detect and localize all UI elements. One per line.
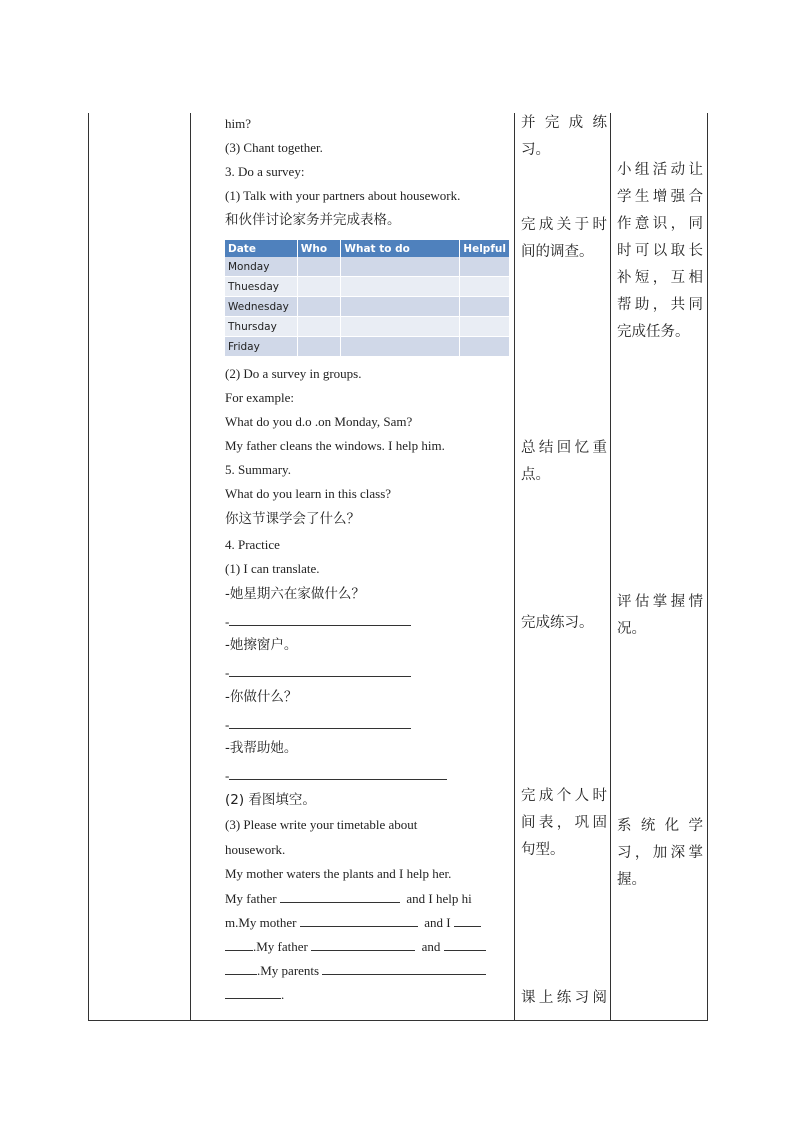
date-cell: Monday	[225, 257, 297, 277]
table-divider-1	[190, 113, 191, 1021]
design-intent: 系统化学 习，加深掌 握。	[617, 818, 703, 888]
table-row	[225, 337, 509, 357]
empty-cell[interactable]	[460, 317, 509, 337]
table-border-left	[88, 113, 89, 1021]
column-header: Helpful	[460, 240, 509, 257]
table-row	[225, 277, 509, 297]
table-row	[225, 317, 509, 337]
text-line-cn: 你这节课学会了什么？	[225, 511, 360, 527]
design-intent: 小组活动让 学生增强合 作意识，同 时可以取长 补短，互相 帮助，共同 完成任务。	[617, 162, 703, 340]
date-cell: Friday	[225, 337, 297, 357]
student-activity: 完成个人时 间表，巩固 句型。	[521, 788, 607, 858]
answer-line: -	[225, 767, 447, 784]
text-line: What do you learn in this class?	[225, 486, 392, 501]
empty-cell[interactable]	[297, 317, 341, 337]
empty-cell[interactable]	[341, 337, 460, 357]
empty-cell[interactable]	[341, 317, 460, 337]
text-line: (3) Chant together.	[225, 140, 323, 155]
column-header: Who	[297, 240, 341, 257]
empty-cell[interactable]	[460, 297, 509, 317]
empty-cell[interactable]	[297, 257, 341, 277]
table-row	[225, 257, 509, 277]
text-line-cn: 和伙伴讨论家务并完成表格。	[225, 212, 401, 228]
date-cell: Wednesday	[225, 297, 297, 317]
text-line: (1) Talk with your partners about housework.	[225, 188, 461, 203]
translate-prompt: -我帮助她。	[225, 740, 298, 756]
fill-line: .	[225, 986, 284, 1003]
answer-line: -	[225, 716, 411, 733]
table-row	[225, 297, 509, 317]
column-header: Date	[225, 240, 297, 257]
text-line: What do you d.o .on Monday, Sam?	[225, 414, 413, 429]
column-header: What to do	[341, 240, 460, 257]
empty-cell[interactable]	[297, 337, 341, 357]
text-line: For example:	[225, 390, 294, 405]
date-cell: Thuesday	[225, 277, 297, 297]
design-intent: 评估掌握情 况。	[617, 594, 703, 637]
translate-prompt: -她擦窗户。	[225, 637, 298, 653]
fill-line: .My father and	[225, 938, 486, 955]
answer-line: -	[225, 613, 411, 630]
text-line: (3) Please write your timetable about	[225, 817, 418, 832]
student-activity: 课上练习阅	[521, 990, 607, 1006]
survey-table	[225, 240, 509, 357]
table-divider-2	[514, 113, 515, 1021]
student-activity: 完成练习。	[521, 615, 594, 631]
student-activity: 完成关于时 间的调查。	[521, 217, 607, 260]
empty-cell[interactable]	[341, 277, 460, 297]
text-line-cn: (2) 看图填空。	[225, 792, 316, 808]
empty-cell[interactable]	[341, 297, 460, 317]
text-line: My father cleans the windows. I help him.	[225, 438, 445, 453]
translate-prompt: -她星期六在家做什么？	[225, 586, 365, 602]
table-border-right	[707, 113, 708, 1021]
translate-prompt: -你做什么？	[225, 689, 298, 705]
answer-line: -	[225, 664, 411, 681]
fill-line: m.My mother and I	[225, 914, 481, 931]
text-line: him?	[225, 116, 251, 131]
fill-line: .My parents	[225, 962, 486, 979]
survey-table-header	[225, 240, 509, 257]
text-line: 4. Practice	[225, 537, 280, 552]
student-activity: 总结回忆重 点。	[521, 440, 607, 483]
empty-cell[interactable]	[460, 277, 509, 297]
text-line: (1) I can translate.	[225, 561, 320, 576]
text-line: 3. Do a survey:	[225, 164, 305, 179]
student-activity: 并完成练 习。	[521, 115, 607, 158]
empty-cell[interactable]	[341, 257, 460, 277]
text-line: 5. Summary.	[225, 462, 291, 477]
fill-line: My father and I help hi	[225, 891, 472, 906]
empty-cell[interactable]	[297, 297, 341, 317]
empty-cell[interactable]	[460, 257, 509, 277]
empty-cell[interactable]	[460, 337, 509, 357]
table-divider-3	[610, 113, 611, 1021]
text-line: housework.	[225, 842, 286, 857]
table-border-bottom	[88, 1020, 708, 1021]
text-line: My mother waters the plants and I help her.	[225, 866, 452, 881]
empty-cell[interactable]	[297, 277, 341, 297]
date-cell: Thursday	[225, 317, 297, 337]
text-line: (2) Do a survey in groups.	[225, 366, 362, 381]
